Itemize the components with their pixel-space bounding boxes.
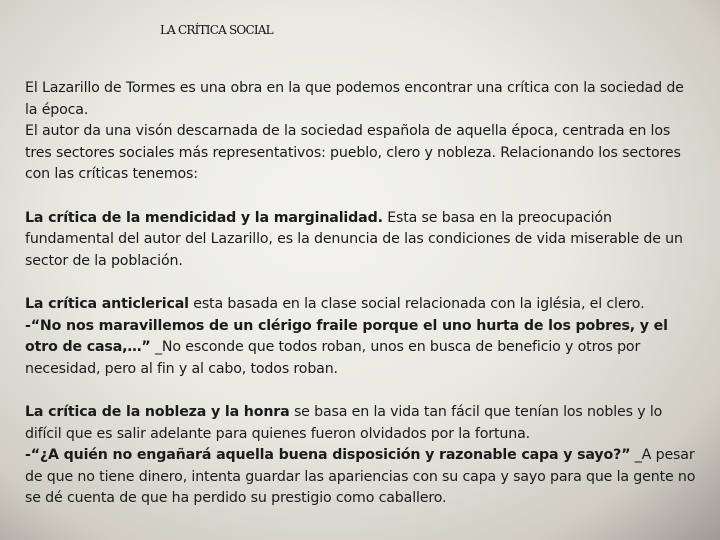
nobleza-quote: -“¿A quién no engañará aquella buena disposición y razonable capa y sayo?” [25, 447, 631, 464]
mendicidad-paragraph [25, 208, 697, 273]
nobleza-heading: La crítica de la nobleza y la honra [25, 403, 290, 420]
anticlerical-quote-line [25, 316, 697, 381]
nobleza-text: se basa en la vida tan fácil que tenían los nobles y lo difícil que es salir adelante para quienes fueron olvidados por la fortuna. [25, 403, 663, 442]
slide-title: LA CRÍTICA SOCIAL [160, 23, 273, 37]
anticlerical-quote: -“No nos maravillemos de un clérigo fraile porque el uno hurta de los pobres, y el otro de casa,…” [25, 317, 668, 356]
nobleza-comment: _A pesar de que no tiene dinero, intenta guardar las apariencias con su capa y sayo para que la gente no se dé cuenta de que ha perdido su prestigio como caballero. [25, 447, 696, 507]
slide-body [25, 78, 697, 531]
nobleza-paragraph [25, 402, 697, 510]
anticlerical-paragraph [25, 294, 697, 380]
nobleza-line [25, 402, 697, 445]
anticlerical-text: esta basada en la clase social relacionada con la iglésia, el clero. [188, 295, 645, 312]
nobleza-quote-line [25, 445, 697, 510]
anticlerical-line [25, 294, 697, 316]
anticlerical-comment: _No esconde que todos roban, unos en busca de beneficio y otros por necesidad, pero al fin y al cabo, todos roban. [25, 339, 641, 377]
mendicidad-heading: La crítica de la mendicidad y la marginalidad. [25, 209, 383, 226]
anticlerical-heading: La crítica anticlerical [25, 295, 189, 312]
mendicidad-text: Esta se basa en la preocupación fundamental del autor del Lazarillo, es la denuncia de las condiciones de vida miserable de un sector de la población. [25, 209, 683, 269]
intro-line-2: El autor da una visón descarnada de la sociedad española de aquella época, centrada en los tres sectores sociales más representativos: pueblo, clero y nobleza. Relacionando los sectores con las críticas tenemos: [25, 123, 681, 183]
intro-line-1: El Lazarillo de Tormes es una obra en la que podemos encontrar una crítica con la sociedad de la época. [25, 80, 684, 118]
intro-paragraph [25, 78, 697, 186]
